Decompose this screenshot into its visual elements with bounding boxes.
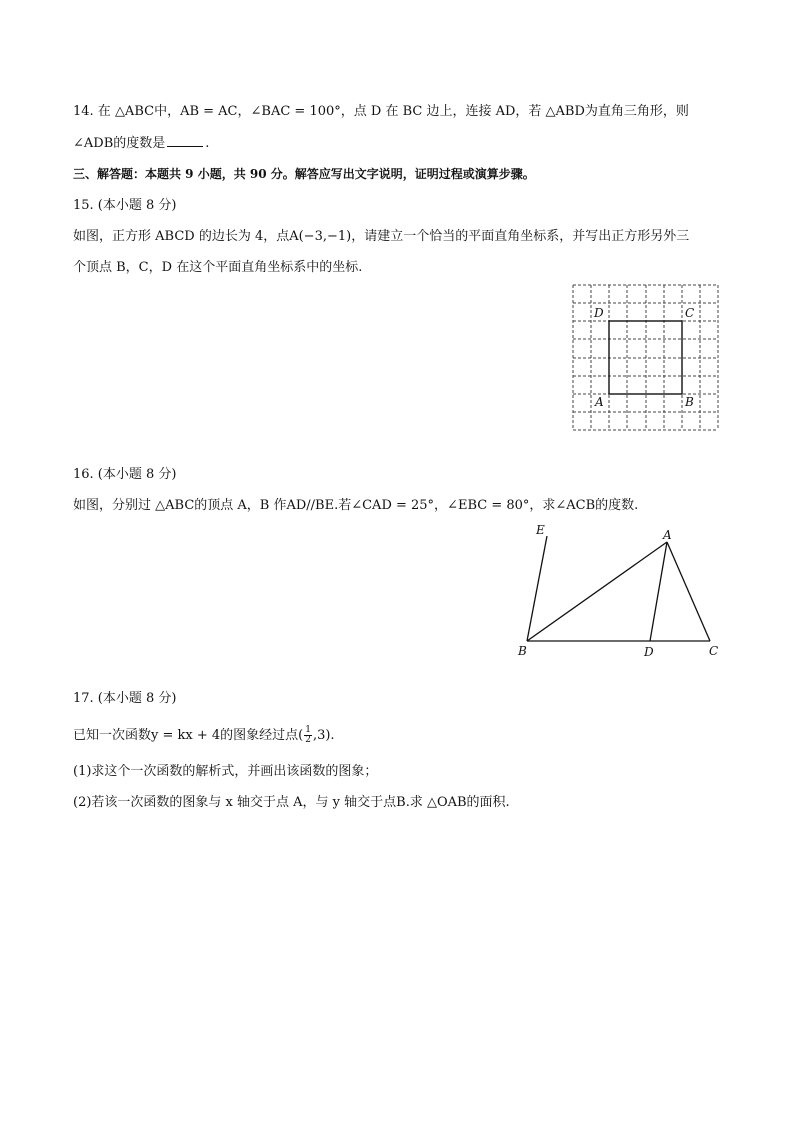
q17-frac-numerator: 1 (305, 725, 311, 735)
section3-heading: 三、解答题：本题共 9 小题，共 90 分。解答应写出文字说明，证明过程或演算步骤。 (73, 167, 535, 181)
q17-fraction (304, 726, 312, 745)
q17-line1 (73, 726, 335, 745)
q15-label-d: D (594, 306, 604, 320)
q15-grid-figure (570, 282, 722, 434)
q15-line1: 如图，正方形 ABCD 的边长为 4，点A(−3,−1)，请建立一个恰当的平面直角坐标系，并写出正方形另外三 (73, 229, 690, 244)
q15-label-b: B (685, 395, 694, 409)
q16-triangle-figure (510, 518, 730, 663)
q16-label-e: E (536, 523, 545, 537)
q14-line1: 14. 在 △ABC中，AB = AC，∠BAC = 100°，点 D 在 BC 边上，连接 AD，若 △ABD为直角三角形，则 (73, 104, 689, 119)
q15-header: 15. (本小题 8 分) (73, 198, 177, 213)
q16-label-b: B (518, 644, 527, 658)
q16-segment-ba (527, 542, 667, 641)
q16-label-c: C (709, 644, 719, 658)
q14-line2-suffix: . (205, 136, 210, 151)
q16-label-a: A (663, 528, 672, 542)
q16-label-d: D (644, 645, 654, 659)
q14-line2 (73, 134, 209, 153)
q17-header: 17. (本小题 8 分) (73, 691, 177, 706)
q17-line1-prefix: 已知一次函数y = kx + 4的图象经过点( (73, 728, 304, 743)
q17-frac-denominator: 2 (305, 735, 311, 745)
q14-line2-prefix: ∠ADB的度数是 (73, 136, 166, 151)
q16-segment-be (527, 536, 547, 641)
q17-line1-suffix: ,3). (312, 728, 335, 743)
q16-header: 16. (本小题 8 分) (73, 467, 177, 482)
q16-segment-ac (667, 542, 710, 641)
q17-part1: (1)求这个一次函数的解析式，并画出该函数的图象； (73, 764, 378, 779)
q15-line2: 个顶点 B，C，D 在这个平面直角坐标系中的坐标. (73, 260, 363, 275)
q14-answer-blank (167, 134, 203, 147)
q15-label-c: C (685, 306, 695, 320)
q16-line1: 如图，分别过 △ABC的顶点 A，B 作AD//BE.若∠CAD = 25°，∠EBC = 80°，求∠ACB的度数. (73, 498, 639, 513)
q16-segment-ad (650, 542, 667, 641)
q17-part2: (2)若该一次函数的图象与 x 轴交于点 A，与 y 轴交于点B.求 △OAB的面积. (73, 795, 510, 810)
q15-label-a: A (595, 395, 604, 409)
